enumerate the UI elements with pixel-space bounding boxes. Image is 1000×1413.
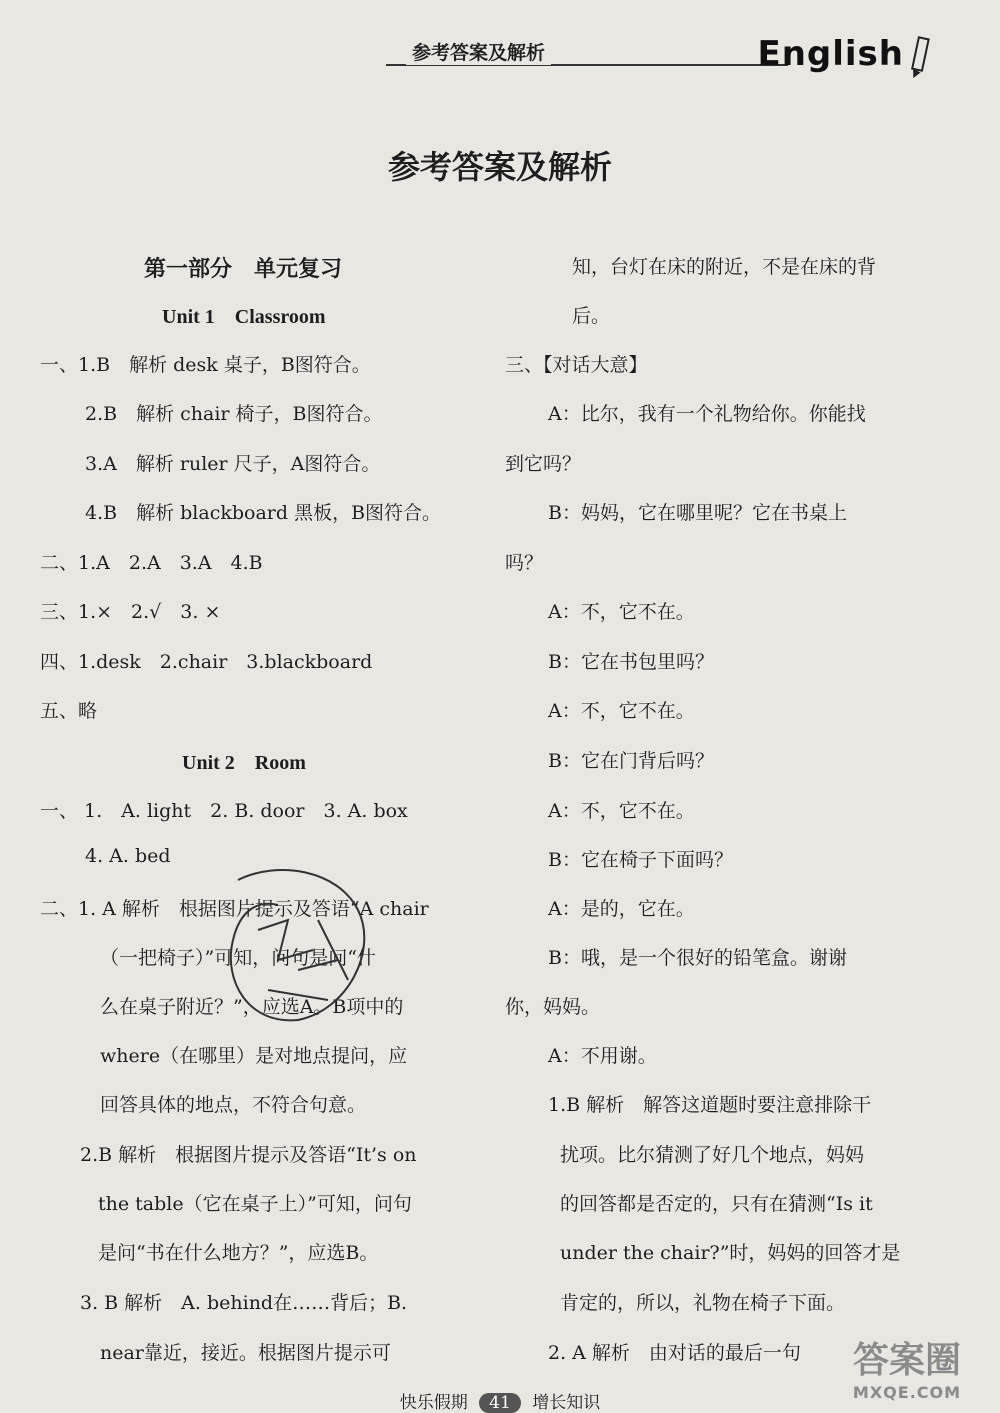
answer-line: B：妈妈，它在哪里呢？它在书桌上 (548, 502, 847, 524)
answer-line: 三、1.× 2.√ 3. × (40, 601, 221, 623)
answer-line: 一、1.B 解析 desk 桌子，B图符合。 (40, 354, 371, 376)
answer-line: 的回答都是否定的，只有在猜测“Is it (560, 1193, 873, 1215)
answer-line: B：它在书包里吗？ (548, 651, 714, 673)
answer-line: 五、略 (40, 700, 98, 722)
handwriting-scribble (218, 860, 378, 1030)
page-title: 参考答案及解析 (387, 148, 612, 186)
answer-line: A：不，它不在。 (548, 800, 695, 822)
answer-line: 二、1. A 解析 根据图片提示及答语“A chair (40, 898, 429, 920)
answer-line: 回答具体的地点，不符合句意。 (100, 1094, 367, 1116)
answer-line: 知，台灯在床的附近，不是在床的背 (572, 256, 877, 278)
watermark-url: MXQE.COM (852, 1383, 962, 1402)
running-header (378, 34, 938, 84)
pencil-icon (908, 36, 932, 80)
watermark (832, 1332, 982, 1402)
answer-line: 2. A 解析 由对话的最后一句 (548, 1342, 801, 1364)
answer-line: 你，妈妈。 (505, 996, 601, 1018)
answer-line: 么在桌子附近？”，应选A。B项中的 (100, 996, 404, 1018)
answer-line: 1.B 解析 解答这道题时要注意排除干 (548, 1094, 872, 1116)
unit1-title: Unit 1 Classroom (162, 306, 326, 328)
answer-line: （一把椅子）”可知，问句是问“什 (100, 947, 376, 969)
answer-line: 3.A 解析 ruler 尺子，A图符合。 (85, 453, 381, 475)
answer-line: where（在哪里）是对地点提问，应 (100, 1045, 408, 1067)
unit2-title: Unit 2 Room (182, 752, 306, 774)
answer-line: 3. B 解析 A. behind在……背后；B. (80, 1292, 408, 1314)
answer-line: 后。 (572, 305, 611, 327)
answer-line: under the chair?”时，妈妈的回答才是 (560, 1242, 901, 1264)
answer-line: B：哦，是一个很好的铅笔盒。谢谢 (548, 947, 847, 969)
answer-line: 肯定的，所以，礼物在椅子下面。 (560, 1292, 846, 1314)
answer-line: A：是的，它在。 (548, 898, 695, 920)
answer-line: A：不，它不在。 (548, 601, 695, 623)
answer-line: near靠近，接近。根据图片提示可 (100, 1342, 391, 1364)
answer-line: B：它在门背后吗？ (548, 750, 714, 772)
answer-line: 2.B 解析 chair 椅子，B图符合。 (85, 403, 383, 425)
answer-line: the table（它在桌子上）”可知，问句 (98, 1193, 412, 1215)
answer-line: 扰项。比尔猜测了好几个地点，妈妈 (560, 1144, 865, 1166)
footer-left-text: 快乐假期 (399, 1393, 468, 1413)
answer-line: 4.B 解析 blackboard 黑板，B图符合。 (85, 502, 442, 524)
watermark-logo: 答案圈 (852, 1340, 961, 1381)
answer-line: 4. A. bed (85, 845, 171, 867)
answer-line: 吗？ (505, 552, 544, 574)
answer-line: 到它吗？ (505, 453, 582, 475)
answer-line: 一、 1. A. light 2. B. door 3. A. box (40, 800, 408, 822)
page-number: 41 (479, 1393, 521, 1413)
answer-line: 二、1.A 2.A 3.A 4.B (40, 552, 263, 574)
answer-line: 四、1.desk 2.chair 3.blackboard (40, 651, 373, 673)
footer-right-text: 增长知识 (532, 1393, 601, 1413)
answer-line: 三、【对话大意】 (505, 354, 648, 376)
answer-line: A：不用谢。 (548, 1045, 657, 1067)
brand-logo: English (757, 34, 904, 74)
answer-line: A：不，它不在。 (548, 700, 695, 722)
header-title: 参考答案及解析 (406, 38, 551, 65)
answer-line: A：比尔，我有一个礼物给你。你能找 (548, 403, 866, 425)
section-title: 第一部分 单元复习 (144, 256, 343, 282)
answer-line: 是问“书在什么地方？”，应选B。 (98, 1242, 379, 1264)
answer-line: 2.B 解析 根据图片提示及答语“It’s on (80, 1144, 417, 1166)
answer-line: B：它在椅子下面吗？ (548, 849, 733, 871)
